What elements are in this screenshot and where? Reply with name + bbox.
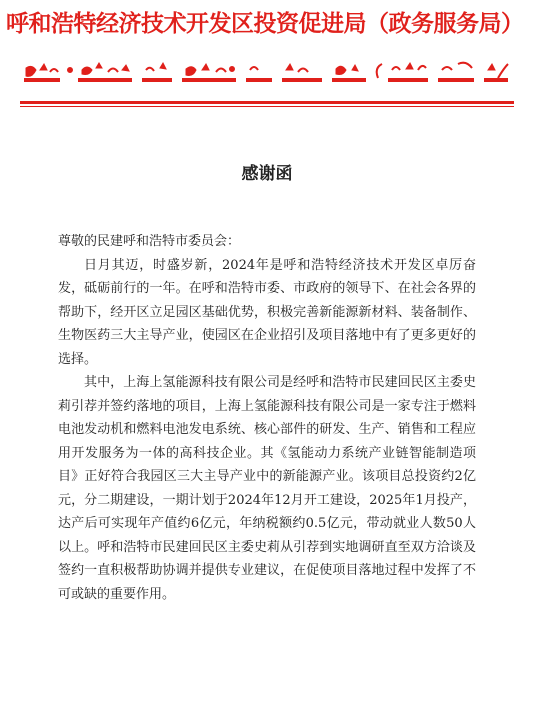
paragraph-2: 其中，上海上氢能源科技有限公司是经呼和浩特市民建回民区主委史莉引荐并签约落地的项目，上海上氢能源科技有限公司是一家专注于燃料电池发动机和燃料电池发电系统、核心部件的研发、生产、销售和工程应用开发服务为一体的高科技企业。其《氢能动力系统产业链智能制造项目》正好符合我园区三大主导产业中的新能源产业。该项目总投资约2亿元，分二期建设，一期计划于2024年12月开工建设，2025年1月投产，达产后可实现年产值约6亿元，年纳税额约0.5亿元，带动就业人数50人以上。呼和浩特市民建回民区主委史莉从引荐到实地调研直至双方洽谈及签约一直积极帮助协调并提供专业建议，在促使项目落地过程中发挥了不可或缺的重要作用。 [58,375,476,602]
letter-body [58,230,476,606]
document-title: 感谢函 [241,164,293,184]
letterhead-divider-thick [20,101,514,104]
mongolian-script-image [22,58,512,92]
mongolian-script-line [22,58,512,92]
letterhead-divider-thin [20,106,514,107]
letterhead-organization: 呼和浩特经济技术开发区投资促进局（政务服务局） [6,10,524,37]
salutation: 尊敬的民建呼和浩特市委员会： [58,234,241,249]
paragraph-1: 日月其迈，时盛岁新，2024年是呼和浩特经济技术开发区卓厉奋发，砥砺前行的一年。在呼和浩特市委、市政府的领导下、在社会各界的帮助下，经开区立足园区基础优势，积极完善新能源新材料、装备制作、生物医药三大主导产业，使园区在企业招引及项目落地中有了更多更好的选择。 [58,257,476,367]
